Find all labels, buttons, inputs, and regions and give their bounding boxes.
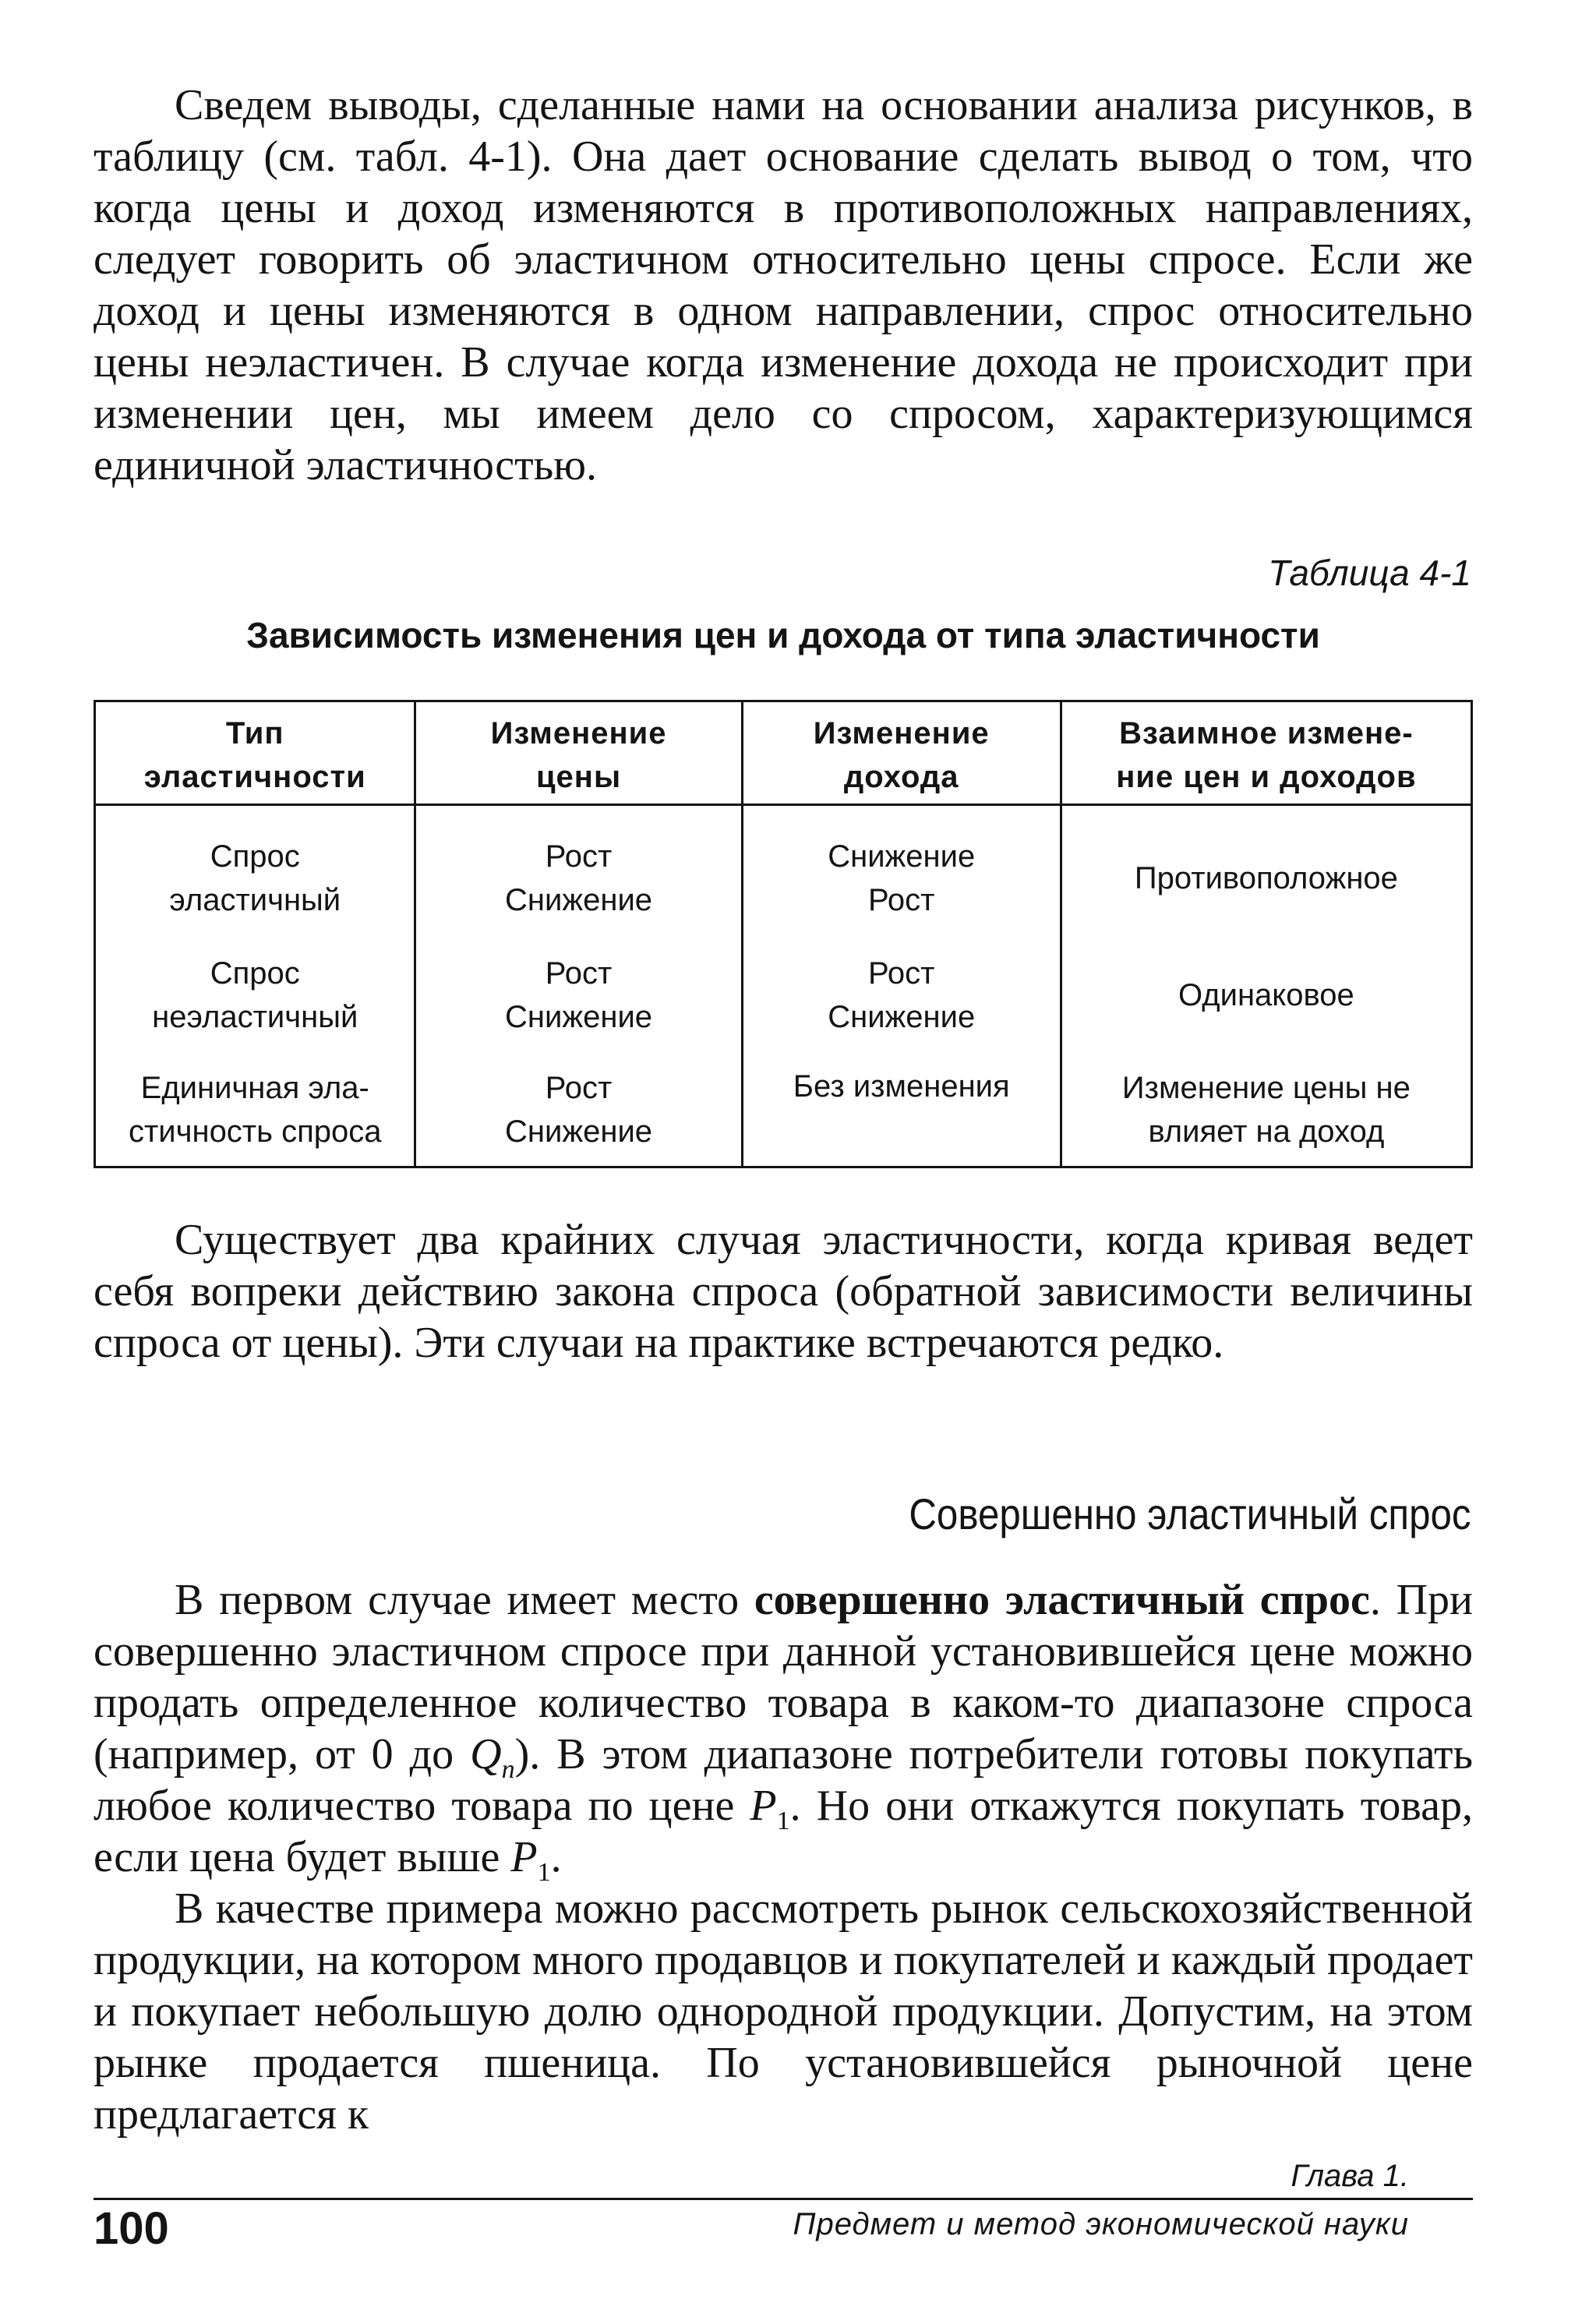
page-number: 100 (94, 2203, 169, 2254)
header-elasticity-type: Тип эластичности (95, 701, 415, 805)
footer-chapter-title: Предмет и метод экономической науки (793, 2207, 1409, 2241)
table-cell: Противоположное (1061, 805, 1471, 938)
table-cell: Единичная эла- стичность спроса (95, 1054, 415, 1167)
header-mutual-change: Взаимное измене- ние цен и доходов (1061, 701, 1471, 805)
table-row (95, 937, 1472, 1054)
table-caption: Таблица 4-1 (1268, 553, 1471, 593)
table-title: Зависимость изменения цен и дохода от типа эластичности (246, 615, 1320, 655)
paragraph-example: В качестве примера можно рассмотреть рынок сельскохозяйственной продукции, на котором много продавцов и покупателей и каждый продает и покупает небольшую долю однородной продукции. Допустим, на этом рынке продается пшеница. По установившейся рыночной цене предлагается к (94, 1884, 1473, 2139)
paragraph-extreme-cases: Существует два крайних случая эластичности, когда кривая ведет себя вопреки действию закона спроса (обратной зависимости величины спроса от цены). Эти случаи на практике встречаются редко. (94, 1216, 1473, 1367)
table-cell: Рост Снижение (415, 1054, 742, 1167)
footer-divider (94, 2198, 1473, 2200)
table-cell: Без изменения (742, 1054, 1061, 1167)
header-income-change: Изменение дохода (742, 701, 1061, 805)
table-header-row (95, 701, 1472, 805)
key-term: совершенно эластичный спрос (754, 1576, 1370, 1624)
table-row (95, 1054, 1472, 1167)
table-cell: Рост Снижение (415, 805, 742, 938)
elasticity-table (94, 700, 1473, 1168)
table-cell: Спрос неэластичный (95, 937, 415, 1054)
table-cell: Снижение Рост (742, 805, 1061, 938)
paragraph-perfectly-elastic: В первом случае имеет место совершенно эластичный спрос. При совершенно эластичном спросе при данной установившейся цене можно продать определенное количество товара в каком-то диапазоне спроса (например, от 0 до $Q_n$). В этом диапазоне потребители готовы покупать любое количество товара по цене $P_1$. Но они откажутся покупать товар, если цена будет выше $P_1$. (94, 1576, 1473, 1888)
footer-chapter: Глава 1. (1291, 2159, 1409, 2193)
table-cell: Спрос эластичный (95, 805, 415, 938)
table-row (95, 805, 1472, 938)
table-cell: Изменение цены не влияет на доход (1061, 1054, 1471, 1167)
section-heading: Совершенно эластичный спрос (909, 1489, 1471, 1538)
table-cell: Рост Снижение (742, 937, 1061, 1054)
table-cell: Одинаковое (1061, 937, 1471, 1054)
paragraph-intro: Сведем выводы, сделанные нами на основании анализа рисунков, в таблицу (см. табл. 4-1). Она дает основание сделать вывод о том, что когда цены и доход изменяются в противоположных направлениях, следует говорить об эластичном относительно цены спросе. Если же доход и цены изменяются в одном направлении, спрос относительно цены неэластичен. В случае когда изменение дохода не происходит при изменении цен, мы имеем дело со спросом, характеризующимся единичной эластичностью. (94, 81, 1473, 489)
header-price-change: Изменение цены (415, 701, 742, 805)
table-cell: Рост Снижение (415, 937, 742, 1054)
